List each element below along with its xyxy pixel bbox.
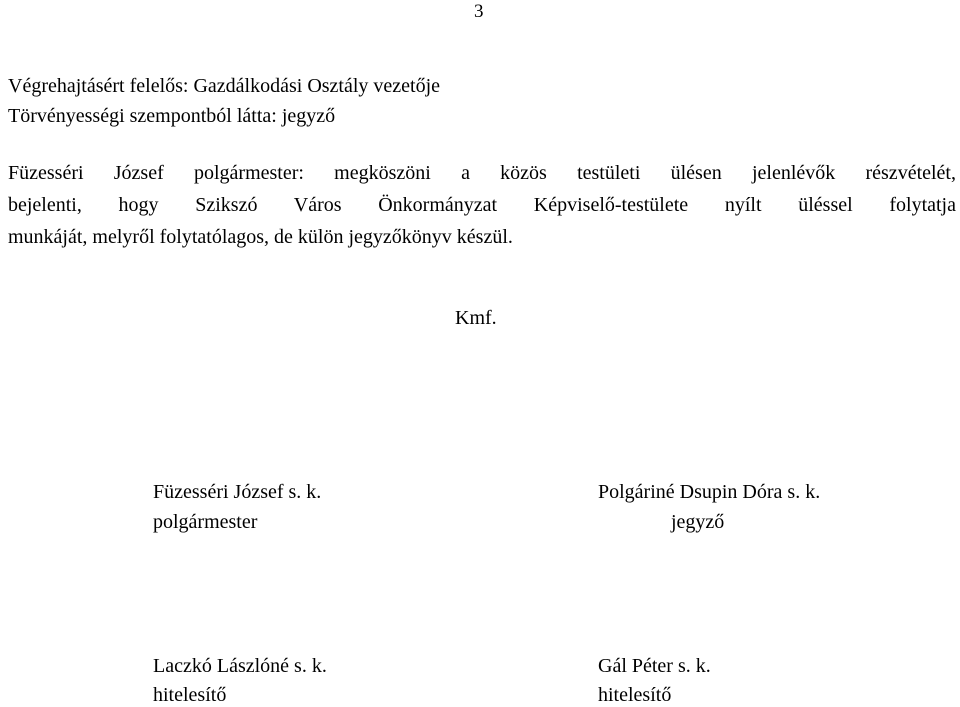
mayor-signature-role: polgármester (153, 511, 258, 533)
page-number: 3 (474, 1, 484, 22)
verifier2-signature-name: Gál Péter s. k. (598, 655, 711, 677)
verifier1-signature-name: Laczkó Lászlóné s. k. (153, 655, 327, 677)
minutes-paragraph (8, 157, 956, 253)
paragraph-line: Füzesséri József polgármester: megköszöni a közös testületi ülésen jelenlévők részvételét, (8, 162, 956, 184)
verifier1-signature-role: hitelesítő (153, 684, 227, 706)
closing-kmf: Kmf. (455, 307, 497, 329)
legal-review-line: Törvényességi szempontból látta: jegyző (8, 105, 336, 127)
executor-responsible-line: Végrehajtásért felelős: Gazdálkodási Osztály vezetője (8, 75, 441, 97)
paragraph-line: bejelenti, hogy Szikszó Város Önkormányzat Képviselő-testülete nyílt üléssel folytatja (8, 194, 956, 216)
notary-signature-role: jegyző (671, 511, 725, 533)
notary-signature-name: Polgáriné Dsupin Dóra s. k. (598, 481, 821, 503)
verifier2-signature-role: hitelesítő (598, 684, 672, 706)
paragraph-line: munkáját, melyről folytatólagos, de külön jegyzőkönyv készül. (8, 226, 513, 248)
mayor-signature-name: Füzesséri József s. k. (153, 481, 322, 503)
